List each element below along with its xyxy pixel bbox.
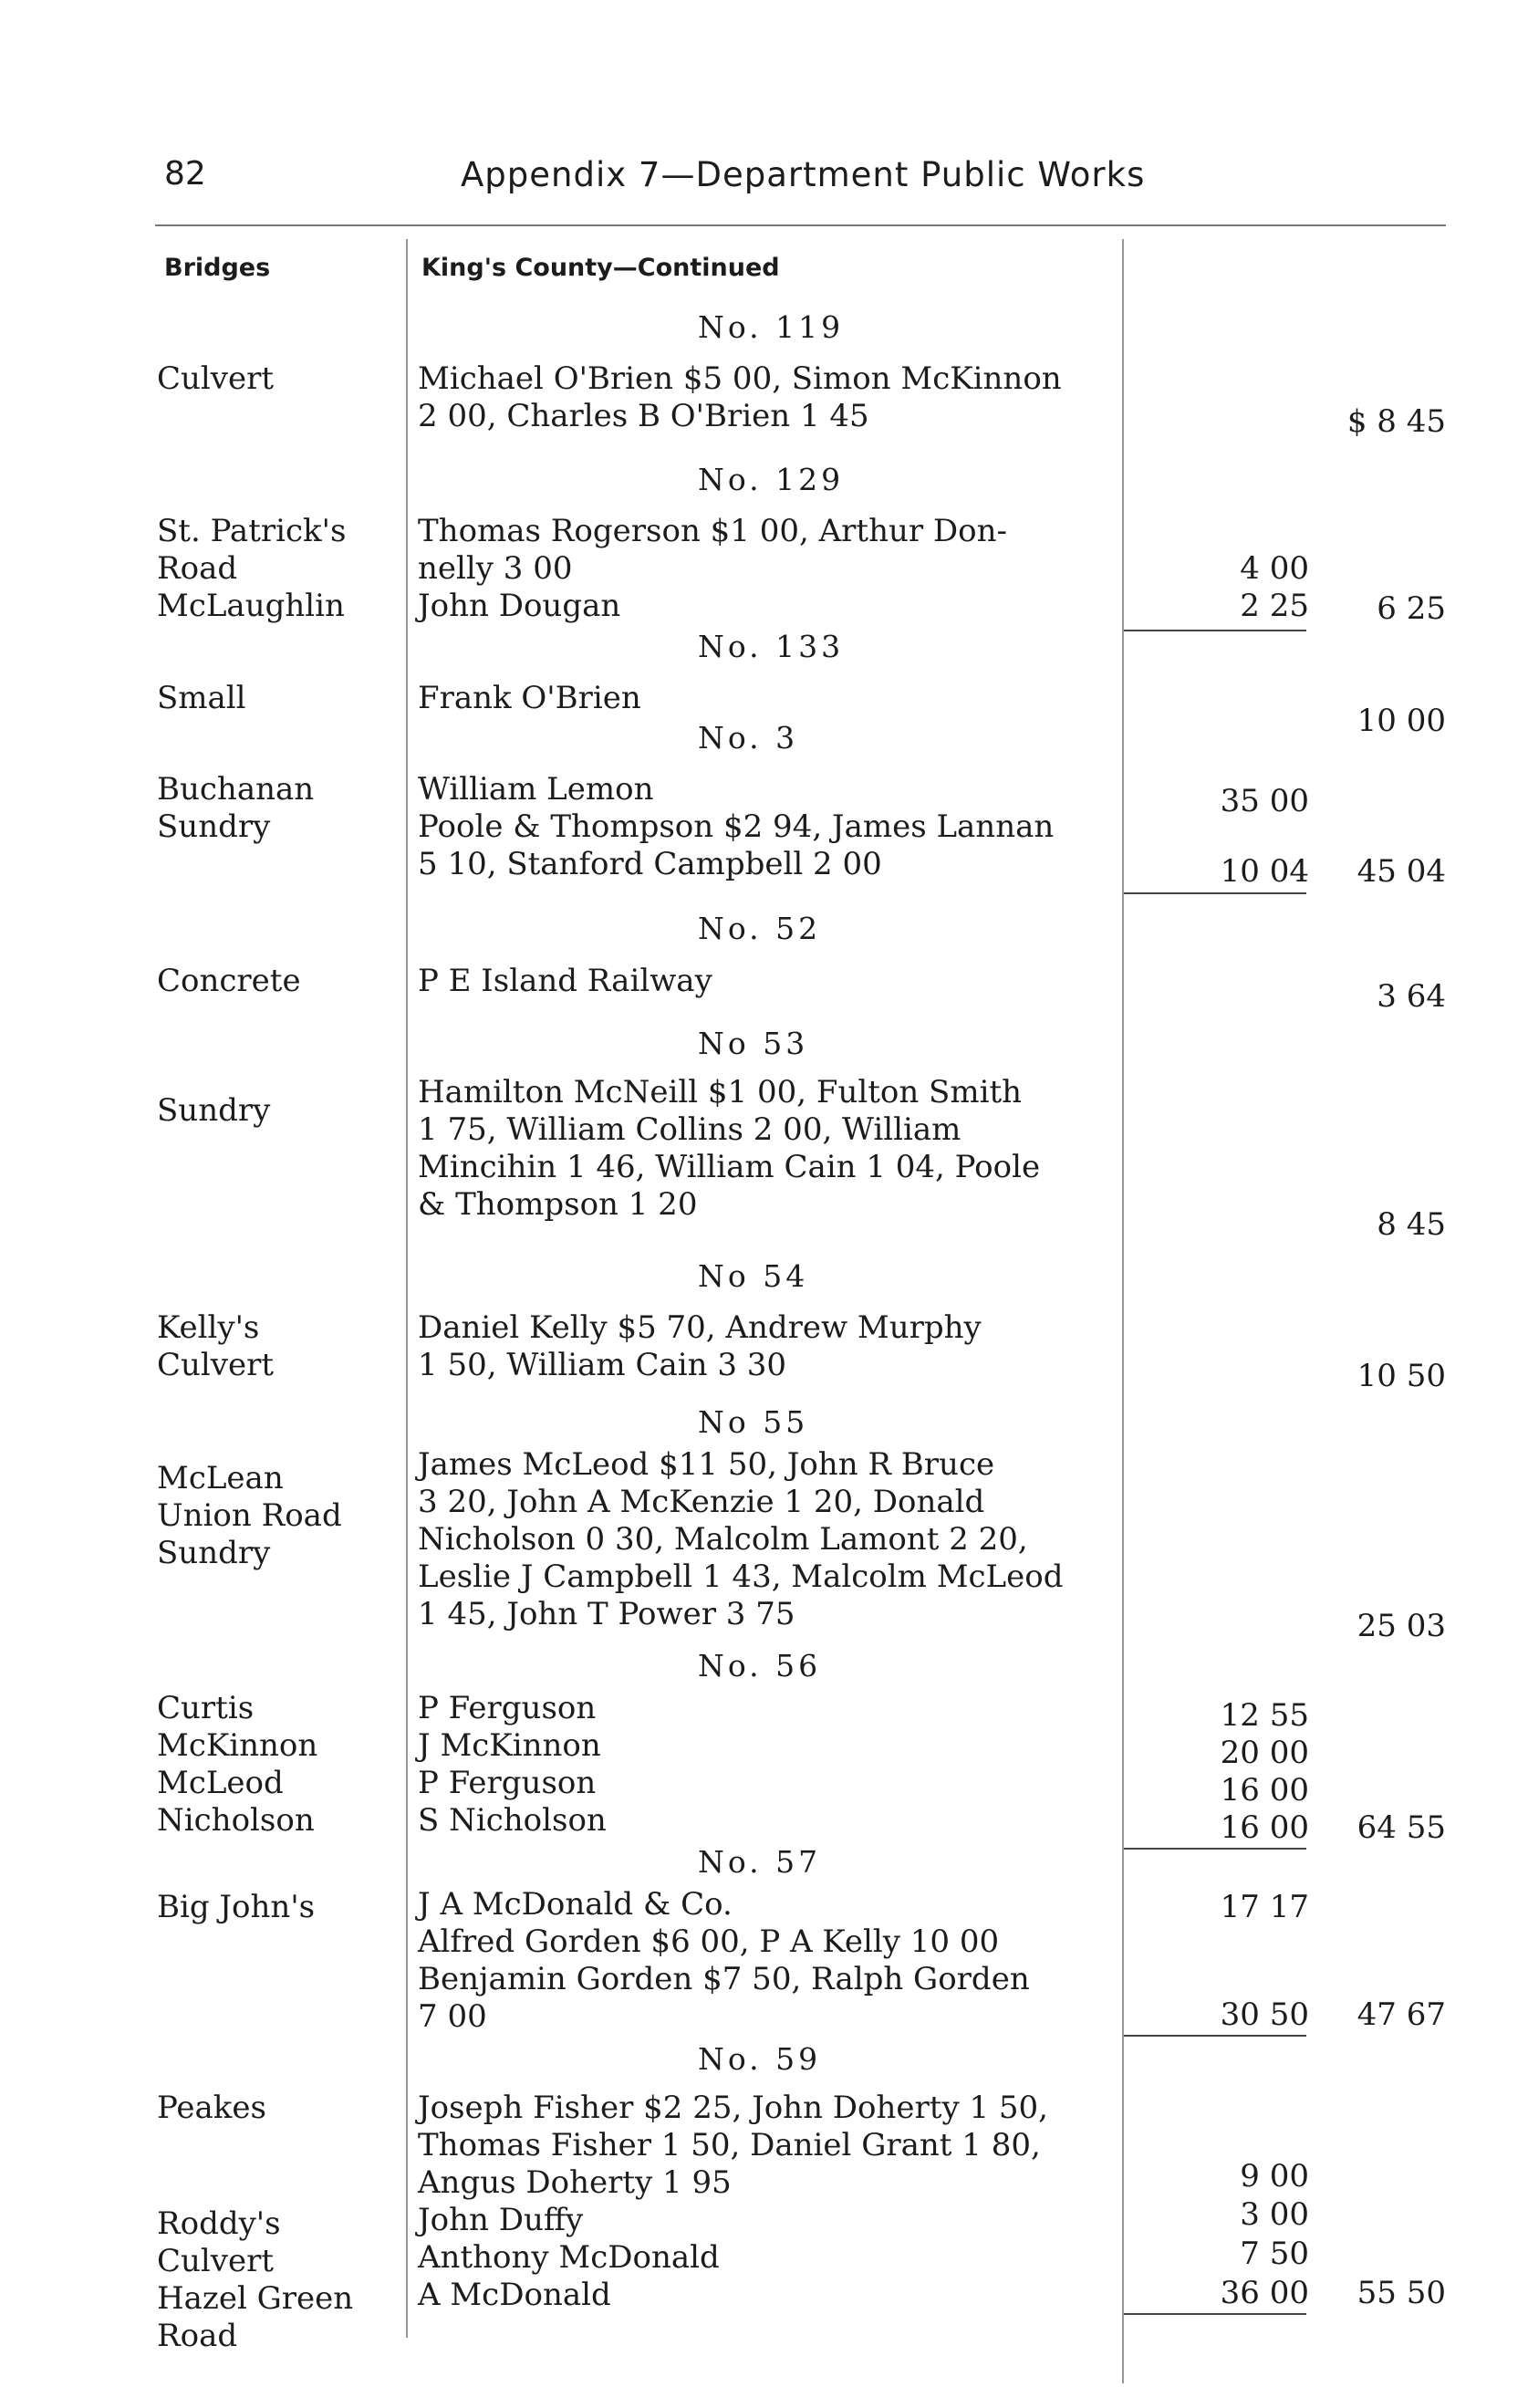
- payee-line: 1 50, William Cain 3 30: [418, 1347, 787, 1383]
- bridge-name: Hazel Green: [157, 2280, 354, 2317]
- county-column-header: King's County—Continued: [421, 254, 780, 282]
- payee-line: Mincihin 1 46, William Cain 1 04, Poole: [418, 1149, 1041, 1185]
- running-title: Appendix 7—Department Public Works: [461, 155, 1146, 194]
- column-divider-left: [406, 239, 408, 2338]
- payee-line: Hamilton McNeill $1 00, Fulton Smith: [418, 1074, 1023, 1110]
- item-amount: 2 25: [1240, 588, 1309, 624]
- subtotal-rule: [1124, 2035, 1306, 2037]
- bridge-name: Roddy's: [157, 2205, 281, 2242]
- payee-line: Anthony McDonald: [418, 2239, 720, 2276]
- item-amount: 7 50: [1240, 2236, 1309, 2272]
- bridge-name: McKinnon: [157, 1727, 318, 1764]
- payee-line: J McKinnon: [418, 1727, 601, 1764]
- item-amount: 12 55: [1220, 1697, 1309, 1734]
- item-amount: 9 00: [1240, 2158, 1309, 2194]
- page-number: 82: [164, 155, 206, 193]
- payee-line: 2 00, Charles B O'Brien 1 45: [418, 398, 869, 434]
- item-amount: 16 00: [1220, 1772, 1309, 1809]
- section-number: No. 119: [698, 309, 845, 345]
- item-amount: 4 00: [1240, 550, 1309, 587]
- subtotal-rule: [1124, 630, 1306, 631]
- item-amount: 10 04: [1220, 853, 1309, 890]
- section-number: No. 59: [698, 2041, 822, 2077]
- bridge-name: Nicholson: [157, 1802, 315, 1839]
- bridge-name: McLeod: [157, 1765, 284, 1801]
- payee-line: John Dougan: [418, 588, 621, 624]
- bridge-name: Small: [157, 680, 246, 716]
- item-amount: 3 00: [1240, 2196, 1309, 2233]
- section-total: 3 64: [1377, 978, 1446, 1015]
- bridge-name: Culvert: [157, 360, 275, 397]
- payee-line: Angus Doherty 1 95: [418, 2164, 732, 2201]
- item-amount: 30 50: [1220, 1996, 1309, 2033]
- bridge-name: Buchanan: [157, 771, 315, 808]
- section-total: $ 8 45: [1346, 403, 1446, 440]
- header-rule: [155, 224, 1446, 226]
- bridge-name: Road: [157, 2318, 238, 2354]
- bridges-column-header: Bridges: [164, 254, 271, 282]
- bridge-name: Peakes: [157, 2090, 266, 2126]
- payee-line: 3 20, John A McKenzie 1 20, Donald: [418, 1484, 985, 1520]
- bridge-name: St. Patrick's: [157, 513, 347, 549]
- section-total: 25 03: [1356, 1608, 1446, 1644]
- bridge-name: Culvert: [157, 2243, 275, 2279]
- bridge-name: Union Road: [157, 1497, 342, 1534]
- section-number: No. 133: [698, 629, 845, 664]
- payee-line: Benjamin Gorden $7 50, Ralph Gorden: [418, 1961, 1030, 1997]
- bridge-name: McLean: [157, 1460, 284, 1496]
- payee-line: P E Island Railway: [418, 963, 712, 999]
- item-amount: 17 17: [1220, 1889, 1309, 1925]
- payee-line: Frank O'Brien: [418, 680, 641, 716]
- page-header: [0, 0, 1528, 219]
- bridge-name: Culvert: [157, 1347, 275, 1383]
- bridge-name: Kelly's: [157, 1309, 260, 1346]
- payee-line: 1 75, William Collins 2 00, William: [418, 1111, 961, 1148]
- subtotal-rule: [1124, 2313, 1306, 2315]
- bridge-name: Sundry: [157, 808, 271, 845]
- item-amount: 36 00: [1220, 2275, 1309, 2311]
- payee-line: Thomas Rogerson $1 00, Arthur Don-: [418, 513, 1008, 549]
- section-total: 55 50: [1356, 2275, 1446, 2311]
- payee-line: Nicholson 0 30, Malcolm Lamont 2 20,: [418, 1521, 1028, 1558]
- bridge-name: Sundry: [157, 1535, 271, 1571]
- section-number: No. 3: [698, 720, 799, 756]
- payee-line: Poole & Thompson $2 94, James Lannan: [418, 808, 1055, 845]
- payee-line: Thomas Fisher 1 50, Daniel Grant 1 80,: [418, 2127, 1041, 2163]
- section-number: No 54: [698, 1258, 809, 1294]
- payee-line: 1 45, John T Power 3 75: [418, 1596, 795, 1632]
- subtotal-rule: [1124, 1848, 1306, 1850]
- bridge-name: Concrete: [157, 963, 301, 999]
- payee-line: 7 00: [418, 1998, 487, 2035]
- payee-line: Leslie J Campbell 1 43, Malcolm McLeod: [418, 1558, 1064, 1595]
- section-total: 8 45: [1377, 1206, 1446, 1243]
- payee-line: Michael O'Brien $5 00, Simon McKinnon: [418, 360, 1062, 397]
- item-amount: 20 00: [1220, 1735, 1309, 1771]
- bridge-name: Road: [157, 550, 238, 587]
- payee-line: John Duffy: [418, 2202, 584, 2238]
- payee-line: William Lemon: [418, 771, 654, 808]
- section-total: 47 67: [1356, 1996, 1446, 2033]
- payee-line: 5 10, Stanford Campbell 2 00: [418, 846, 882, 882]
- section-number: No. 56: [698, 1648, 822, 1684]
- payee-line: A McDonald: [418, 2277, 611, 2313]
- section-total: 45 04: [1356, 853, 1446, 890]
- item-amount: 16 00: [1220, 1809, 1309, 1846]
- payee-line: S Nicholson: [418, 1802, 607, 1839]
- payee-line: J A McDonald & Co.: [418, 1886, 733, 1923]
- bridge-name: Curtis: [157, 1690, 255, 1726]
- payee-line: Joseph Fisher $2 25, John Doherty 1 50,: [418, 2090, 1048, 2126]
- section-total: 6 25: [1377, 590, 1446, 627]
- payee-line: nelly 3 00: [418, 550, 573, 587]
- section-number: No. 129: [698, 462, 845, 497]
- section-total: 10 00: [1356, 703, 1446, 739]
- bridge-name: Sundry: [157, 1092, 271, 1129]
- payee-line: & Thompson 1 20: [418, 1186, 698, 1223]
- subtotal-rule: [1124, 892, 1306, 894]
- section-number: No 55: [698, 1404, 809, 1440]
- section-number: No. 52: [698, 911, 822, 946]
- bridge-name: McLaughlin: [157, 588, 345, 624]
- section-total: 64 55: [1356, 1809, 1446, 1846]
- section-number: No 53: [698, 1026, 809, 1061]
- section-number: No. 57: [698, 1844, 822, 1880]
- payee-line: James McLeod $11 50, John R Bruce: [418, 1446, 995, 1483]
- payee-line: P Ferguson: [418, 1765, 597, 1801]
- payee-line: Alfred Gorden $6 00, P A Kelly 10 00: [418, 1923, 1000, 1960]
- section-total: 10 50: [1356, 1358, 1446, 1394]
- item-amount: 35 00: [1220, 783, 1309, 819]
- payee-line: P Ferguson: [418, 1690, 597, 1726]
- payee-line: Daniel Kelly $5 70, Andrew Murphy: [418, 1309, 982, 1346]
- bridge-name: Big John's: [157, 1889, 316, 1925]
